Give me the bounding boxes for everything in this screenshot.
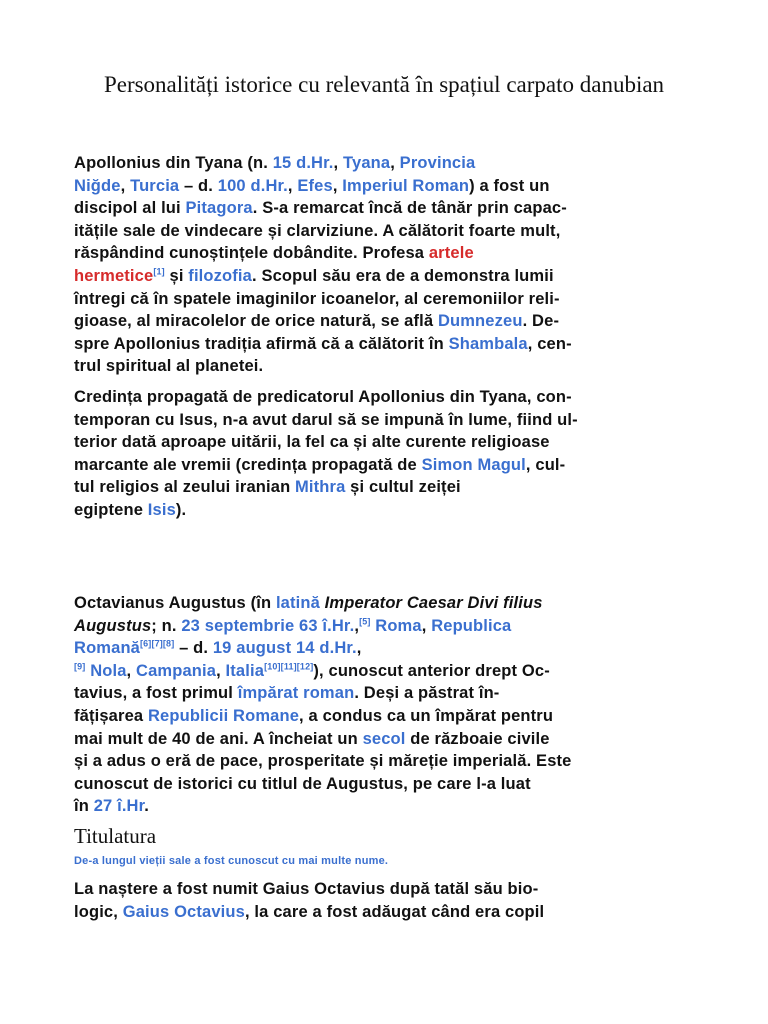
inline-link[interactable]: Republicii Romane: [147, 706, 300, 725]
inline-link-missing[interactable]: artele hermetice: [74, 244, 474, 285]
inline-link[interactable]: Roma: [375, 616, 422, 635]
inline-link[interactable]: Mithra: [295, 478, 346, 497]
inline-link[interactable]: Gaius Octavius: [122, 902, 245, 921]
text-run: , cul- tul religios al zeului iranian: [74, 455, 566, 497]
text-run: . Scopul său era de a demonstra lumii întregi că în spatele imaginilor icoanelor, al ceremoniilor reli- gioase, al miracolelor de orice natură, se află: [74, 266, 560, 331]
text-run: ,: [356, 639, 362, 658]
text-run: ,: [120, 176, 131, 195]
paragraph-octavianus: [74, 592, 714, 818]
text-run: ,: [126, 661, 137, 680]
text-run: – d.: [179, 176, 218, 195]
paragraph-nastere: [74, 878, 714, 923]
text-run: ,: [333, 154, 343, 172]
inline-link[interactable]: Provincia Niğde: [74, 154, 476, 195]
text-run: ), cunoscut anterior drept Oc- tavius, a fost primul: [74, 661, 550, 703]
inline-link[interactable]: 15 d.Hr.: [272, 154, 334, 172]
text-run: ,: [390, 154, 400, 172]
text-run: ,: [287, 176, 298, 195]
footnote-ref[interactable]: [10][11][12]: [264, 661, 314, 672]
inline-link[interactable]: Isis: [147, 500, 176, 519]
text-run: și: [164, 266, 189, 285]
text-run: ; n.: [151, 616, 182, 635]
inline-link[interactable]: Campania: [136, 661, 217, 680]
inline-link[interactable]: filozofia: [188, 266, 252, 285]
text-run: și cultul zeiței egiptene: [74, 478, 461, 519]
italic-text: Imperator Caesar Divi filius Augustus: [74, 594, 543, 635]
text-run: La naștere a fost numit Gaius Octavius după tatăl său bio- logic,: [74, 880, 539, 921]
inline-link[interactable]: Tyana: [342, 154, 391, 172]
text-run: . S-a remarcat încă de tânăr prin capac- itățile sale de vindecare și clarviziune. A călătorit foarte mult, răspândind cunoștințele dobândite. Profesa: [74, 199, 567, 263]
text-run: ,: [332, 176, 343, 195]
document-title: Personalități istorice cu relevantă în spațiul carpato danubian: [103, 72, 665, 97]
text-run: ,: [216, 661, 226, 680]
inline-link[interactable]: Efes: [297, 176, 333, 195]
inline-link[interactable]: împărat roman: [237, 684, 355, 703]
footnote-ref[interactable]: [1]: [153, 266, 165, 277]
text-run: . Deși a păstrat în- fățișarea: [74, 684, 500, 725]
text-run: Credința propagată de predicatorul Apollonius din Tyana, con- temporan cu Isus, n-a avut darul să se impună în lume, fiind ul- terior dată aproape uitării, la fel ca și alte curente religioase marcante ale vremii (credința propagată de: [74, 388, 578, 474]
text-run: – d.: [174, 639, 213, 658]
footnote-ref[interactable]: [5]: [359, 616, 371, 627]
footnote-ref[interactable]: [9]: [74, 661, 86, 672]
paragraph-apollonius: [74, 152, 714, 378]
text-run: , a condus ca un împărat pentru mai mult de 40 de ani. A încheiat un: [74, 706, 554, 748]
inline-link[interactable]: Simon Magul: [421, 455, 526, 474]
text-run: ) a fost un discipol al lui: [74, 176, 550, 218]
inline-link[interactable]: Shambala: [448, 334, 528, 353]
text-run: ,: [421, 616, 432, 635]
inline-link[interactable]: Turcia: [130, 176, 180, 195]
section-note: De-a lungul vieții sale a fost cunoscut cu mai multe nume.: [74, 855, 389, 867]
text-run: Apollonius din Tyana (n.: [74, 154, 273, 172]
inline-link[interactable]: secol: [362, 729, 406, 748]
text-run: , cen- trul spiritual al planetei.: [74, 334, 572, 376]
text-run: Octavianus Augustus (în: [74, 594, 276, 612]
inline-link[interactable]: Dumnezeu: [437, 312, 523, 331]
inline-link[interactable]: Nola: [90, 661, 127, 680]
inline-link[interactable]: Imperiul Roman: [342, 176, 470, 195]
inline-link[interactable]: 100 d.Hr.: [217, 176, 288, 195]
inline-link[interactable]: 19 august 14 d.Hr.: [212, 639, 357, 658]
inline-link[interactable]: Republica Romană: [74, 616, 512, 658]
section-heading-titulatura: Titulatura: [74, 824, 157, 848]
text-run: ).: [175, 500, 187, 519]
text-run: de războaie civile și a adus o eră de pace, prosperitate și măreție imperială. Este cunoscut de istorici cu titlul de Augustus, pe care l-a luat în: [74, 729, 572, 816]
text-run: .: [144, 797, 150, 816]
paragraph-credinta: [74, 386, 714, 522]
inline-link[interactable]: 27 î.Hr: [93, 797, 145, 816]
footnote-ref[interactable]: [6][7][8]: [140, 638, 175, 649]
inline-link[interactable]: 23 septembrie 63 î.Hr.: [181, 616, 355, 635]
inline-link[interactable]: Pitagora: [185, 199, 253, 218]
text-run: , la care a fost adăugat când era copil: [244, 902, 545, 921]
text-run: . De- spre Apollonius tradiția afirmă că a călătorit în: [74, 312, 560, 353]
inline-link[interactable]: latină: [275, 594, 320, 612]
text-run: ,: [354, 616, 360, 635]
inline-link[interactable]: Italia: [225, 661, 265, 680]
